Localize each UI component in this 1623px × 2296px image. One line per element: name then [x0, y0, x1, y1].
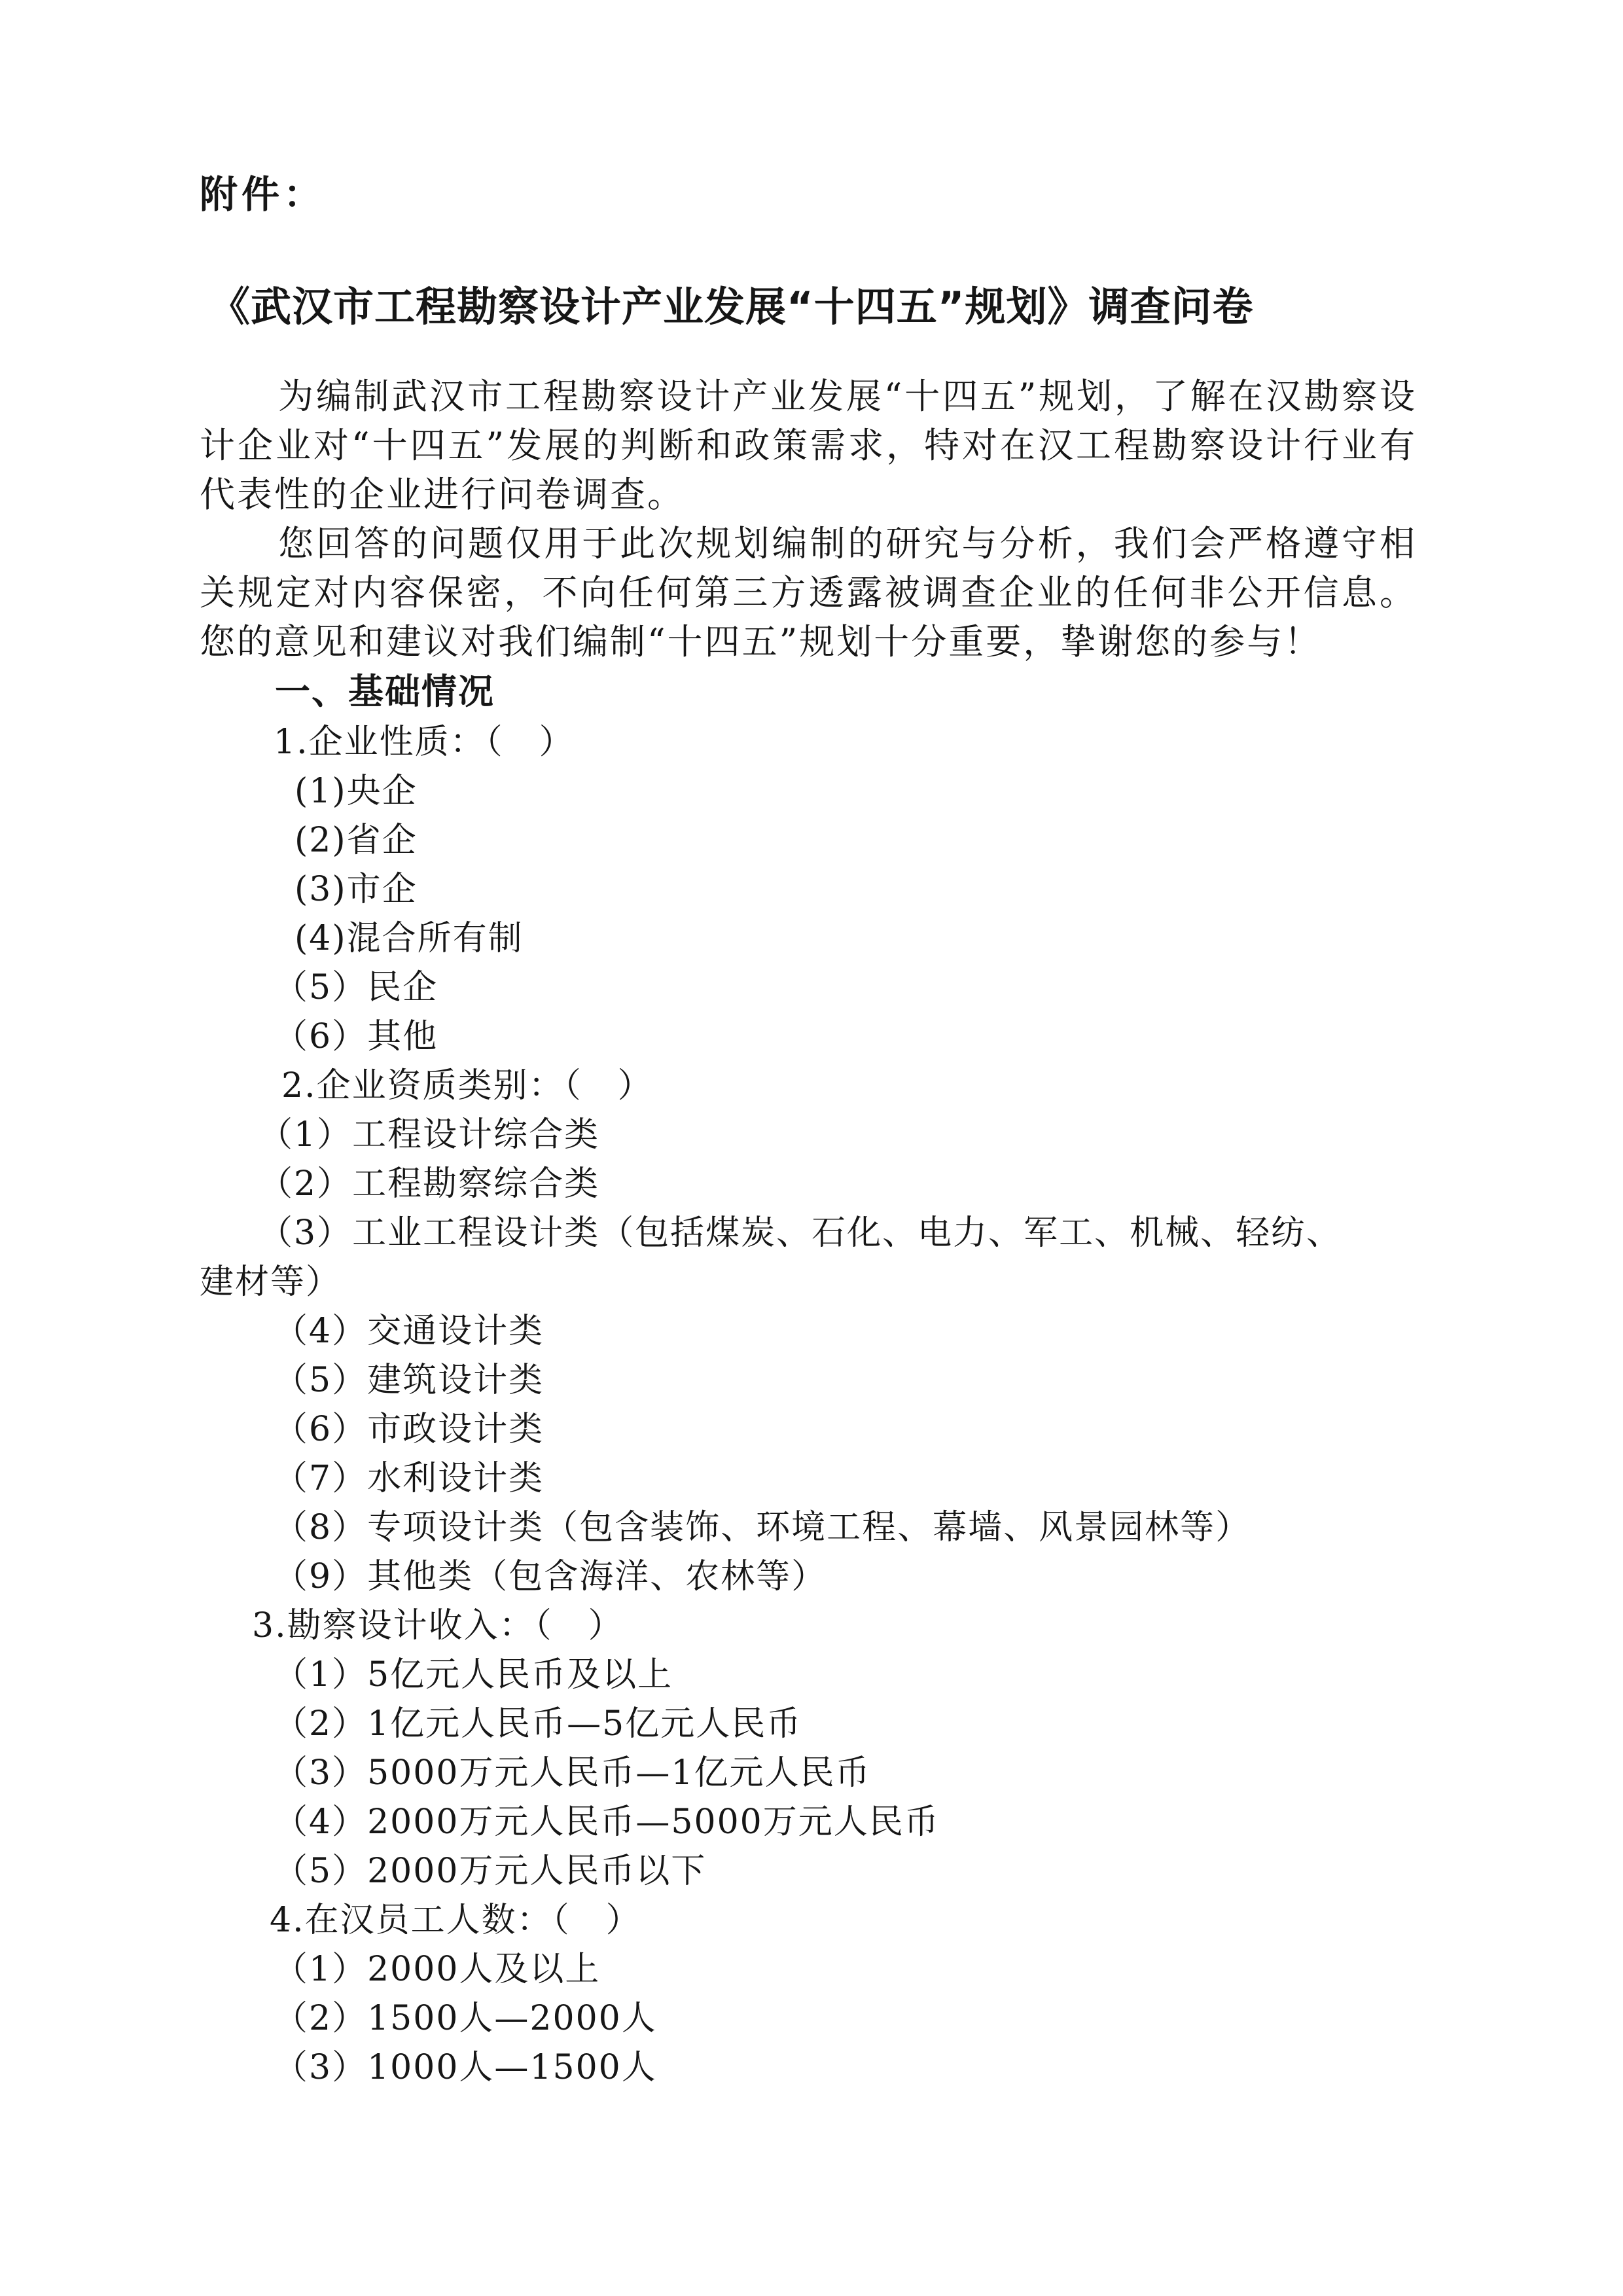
- question-2-option: （9）其他类（包含海洋、农林等）: [274, 1557, 827, 1596]
- question-4-option: （2）1500人—2000人: [274, 1999, 657, 2038]
- question-2-option: 建材等）: [200, 1263, 342, 1302]
- intro-paragraph: 为编制武汉市工程勘察设计产业发展“十四五”规划，了解在汉勘察设计企业对“十四五”发展的判断和政策需求，特对在汉工程勘察设计行业有代表性的企业进行问卷调查。: [200, 376, 1417, 515]
- question-2-option: （4）交通设计类: [274, 1312, 544, 1351]
- question-1-option: (1)央企: [294, 772, 418, 811]
- attachment-label: 附件：: [200, 172, 326, 217]
- question-1-text: 1.企业性质：（ ）: [274, 723, 575, 762]
- question-2-option: （1）工程设计综合类: [259, 1115, 600, 1155]
- question-4-option: （3）1000人—1500人: [274, 2048, 657, 2087]
- question-1-option: （5）民企: [274, 968, 438, 1007]
- question-2-option: （6）市政设计类: [274, 1410, 544, 1449]
- question-3-option: （2）1亿元人民币—5亿元人民币: [274, 1704, 802, 1744]
- question-3-option: （3）5000万元人民币—1亿元人民币: [274, 1753, 871, 1793]
- question-2-text: 2.企业资质类别：（ ）: [281, 1066, 653, 1105]
- document-title: 《武汉市工程勘察设计产业发展“十四五”规划》调查问卷: [209, 283, 1254, 331]
- intro-paragraph: 您回答的问题仅用于此次规划编制的研究与分析，我们会严格遵守相关规定对内容保密，不向任何第三方透露被调查企业的任何非公开信息。您的意见和建议对我们编制“十四五”规划十分重要，挚谢您的参与！: [200, 523, 1417, 662]
- question-4-text: 4.在汉员工人数：（ ）: [270, 1901, 641, 1940]
- question-2-option: （5）建筑设计类: [274, 1361, 544, 1400]
- question-1-option: （6）其他: [274, 1017, 438, 1056]
- question-1-option: (4)混合所有制: [294, 919, 524, 958]
- question-4-option: （1）2000人及以上: [274, 1950, 601, 1989]
- question-1-option: (2)省企: [294, 821, 418, 860]
- question-3-option: （1）5亿元人民币及以上: [274, 1655, 673, 1695]
- question-3-option: （5）2000万元人民币以下: [274, 1852, 707, 1891]
- section-title: 一、基础情况: [275, 671, 495, 712]
- question-3-text: 3.勘察设计收入：（ ）: [252, 1606, 624, 1645]
- question-1-option: (3)市企: [294, 870, 418, 909]
- intro-paragraphs: [200, 372, 1417, 666]
- question-3-option: （4）2000万元人民币—5000万元人民币: [274, 1803, 940, 1842]
- question-2-option: （8）专项设计类（包含装饰、环境工程、幕墙、风景园林等）: [274, 1508, 1251, 1547]
- question-2-option: （3）工业工程设计类（包括煤炭、石化、电力、军工、机械、轻纺、: [259, 1213, 1342, 1253]
- question-2-option: （2）工程勘察综合类: [259, 1164, 600, 1204]
- question-2-option: （7）水利设计类: [274, 1459, 544, 1498]
